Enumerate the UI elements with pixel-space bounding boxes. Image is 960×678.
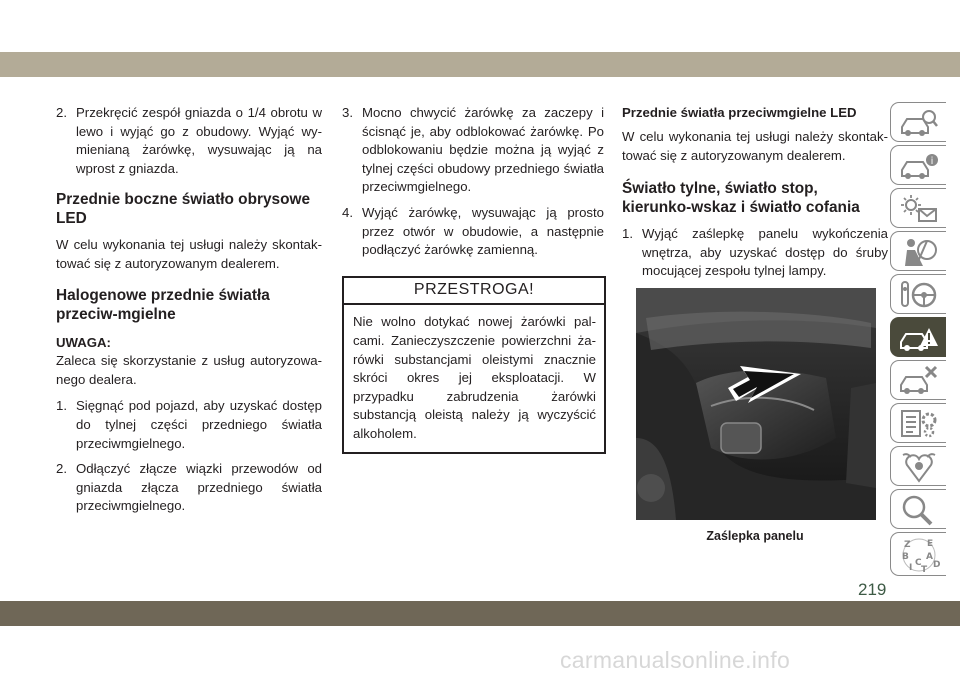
note-text: Zaleca się skorzystanie z usług autoryzowa-nego dealera. bbox=[56, 353, 322, 387]
step-text: Przekręcić zespół gniazda o 1/4 obrotu w lewo i wyjąć go z obudowy. Wyjąć wy-mienianą żarówkę, wysuwając ją na wprost z gniazda. bbox=[76, 105, 322, 176]
fog-step-1 bbox=[56, 397, 322, 453]
steps-continued bbox=[56, 104, 322, 178]
index-letter: I bbox=[909, 563, 913, 573]
caution-box bbox=[342, 276, 606, 454]
step-text: Odłączyć złącze wiązki przewodów od gniazda złącza przedniego światła przeciwmgielnego. bbox=[76, 461, 322, 514]
trim-panel-photo bbox=[636, 288, 876, 520]
page-number: 219 bbox=[858, 580, 887, 599]
car-service-icon bbox=[899, 365, 939, 397]
magnifier-icon bbox=[899, 494, 939, 526]
heading-led-fog: Przednie światła przeciwmgielne LED bbox=[622, 105, 857, 120]
fog-step-3 bbox=[342, 104, 604, 197]
caution-title: PRZESTROGA! bbox=[344, 278, 604, 306]
step-number: 2. bbox=[56, 461, 67, 477]
index-letter: B bbox=[902, 552, 909, 562]
step-2 bbox=[56, 104, 322, 178]
tab-multimedia[interactable] bbox=[890, 446, 946, 486]
rear-step-1 bbox=[622, 225, 888, 281]
tab-search[interactable] bbox=[890, 489, 946, 529]
paragraph-side-marker: W celu wykonania tej usługi należy skontak-tować się z autoryzowanym dealerem. bbox=[56, 237, 322, 271]
fog-steps-continued bbox=[342, 104, 604, 260]
tab-specifications[interactable] bbox=[890, 403, 946, 443]
tab-breakdown[interactable] bbox=[890, 317, 946, 357]
paragraph-led-fog: W celu wykonania tej usługi należy skontak-tować się z autoryzowanym dealerem. bbox=[622, 129, 888, 163]
tab-steering[interactable] bbox=[890, 274, 946, 314]
tab-car-search[interactable] bbox=[890, 102, 946, 142]
header-band bbox=[0, 52, 960, 77]
step-number: 2. bbox=[56, 105, 67, 120]
index-letter: A bbox=[926, 552, 933, 562]
index-letter: E bbox=[927, 539, 934, 549]
index-letter: D bbox=[933, 560, 941, 570]
watermark: carmanualsonline.info bbox=[560, 647, 791, 673]
fog-steps bbox=[56, 397, 322, 516]
specifications-icon bbox=[899, 408, 939, 440]
heading-halogen-fog: Halogenowe przednie światła przeciw-mgielne bbox=[56, 286, 270, 323]
multimedia-icon bbox=[899, 451, 939, 483]
car-info-icon bbox=[899, 150, 939, 182]
column-middle bbox=[342, 104, 604, 454]
svg-text:i: i bbox=[930, 156, 934, 167]
step-text: Wyjąć żarówkę, wysuwając ją prosto przez otwór w obudowie, a następnie podłączyć żarówkę zamienną. bbox=[362, 204, 604, 258]
car-search-icon bbox=[899, 107, 939, 139]
heading-rear-lamps: Światło tylne, światło stop, kierunko-wskaz i światło cofania bbox=[622, 180, 860, 217]
column-right bbox=[622, 104, 888, 546]
tab-service[interactable] bbox=[890, 360, 946, 400]
tab-warning-lights[interactable] bbox=[890, 188, 946, 228]
step-text: Mocno chwycić żarówkę za zaczepy i ścisnąć je, aby odblokować żarówkę. Po odblokowaniu będzie można ją wyjąć z tylnej części obudowy przedniego światła przeciwmgielnego. bbox=[362, 105, 604, 195]
fog-step-4 bbox=[342, 204, 604, 260]
tab-index[interactable] bbox=[890, 532, 946, 576]
index-letter: T bbox=[921, 565, 928, 575]
heading-side-marker-led: Przednie boczne światło obrysowe LED bbox=[56, 191, 311, 228]
footer-band bbox=[0, 601, 960, 626]
note-label: UWAGA: bbox=[56, 334, 111, 350]
step-number: 1. bbox=[622, 226, 633, 242]
step-number: 4. bbox=[342, 204, 353, 220]
tab-airbag[interactable] bbox=[890, 231, 946, 271]
fog-step-2 bbox=[56, 460, 322, 516]
step-text: Wyjąć zaślepkę panelu wykończenia wnętrza, aby uzyskać dostęp do śruby mocującej zespołu tylnej lampy. bbox=[642, 226, 888, 279]
warning-lights-icon bbox=[899, 193, 939, 225]
car-breakdown-icon bbox=[899, 322, 939, 354]
index-letter: C bbox=[915, 558, 922, 568]
airbag-icon bbox=[899, 236, 939, 268]
step-number: 3. bbox=[342, 105, 353, 120]
step-text: Sięgnąć pod pojazd, aby uzyskać dostęp do tylnej części przedniego światła przeciwmgielnego. bbox=[76, 398, 322, 451]
index-letter: Z bbox=[904, 540, 911, 550]
index-icon bbox=[899, 537, 939, 573]
column-left bbox=[56, 104, 322, 523]
step-number: 1. bbox=[56, 398, 67, 414]
tab-car-info[interactable] bbox=[890, 145, 946, 185]
panel-cover-plug bbox=[721, 423, 761, 453]
rear-steps bbox=[622, 225, 888, 281]
photo-caption: Zaślepka panelu bbox=[706, 528, 804, 543]
caution-text: Nie wolno dotykać nowej żarówki pal-cami. Zanieczyszczenie powierzchni ża-rówki substancjami oleistymi znacznie skróci okres jej eksploatacji. W przypadku zabrudzenia żarówki substancją oleistą należy ją wyczyścić alkoholem. bbox=[353, 314, 596, 441]
steering-wheel-icon bbox=[899, 279, 939, 311]
trim-panel-illustration bbox=[636, 288, 876, 520]
